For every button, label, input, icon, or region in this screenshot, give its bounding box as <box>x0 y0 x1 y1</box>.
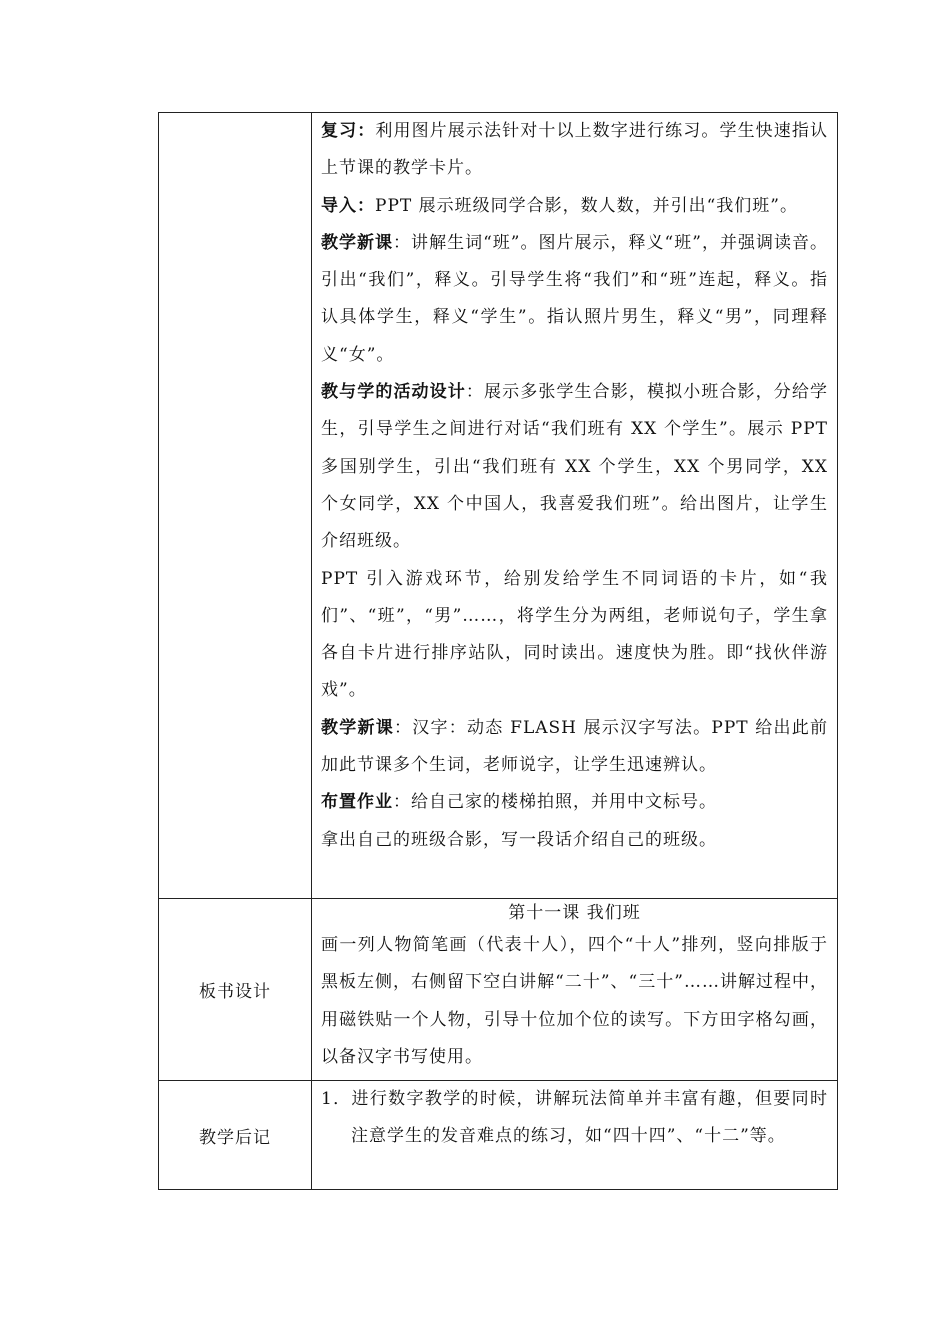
teaching-process-row <box>159 113 838 899</box>
activity-design-paragraph <box>321 374 828 560</box>
blackboard-design-text: 画一列人物简笔画（代表十人），四个“十人”排列，竖向排版于黑板左侧，右侧留下空白讲解“二十”、“三十”……讲解过程中，用磁铁贴一个人物，引导十位加个位的读写。下方田字格勾画，以备汉字书写使用。 <box>321 935 828 1067</box>
homework-paragraph <box>321 784 828 821</box>
intro-paragraph <box>321 188 828 225</box>
characters-text: ：汉字：动态 FLASH 展示汉字写法。PPT 给出此前加此节课多个生词，老师说字，让学生迅速辨认。 <box>321 717 828 776</box>
game-text: PPT 引入游戏环节，给别发给学生不同词语的卡片，如“我们”、“班”，“男”……，将学生分为两组，老师说句子，学生拿各自卡片进行排序站队，同时读出。速度快为胜。即“找伙伴游戏”。 <box>321 568 828 701</box>
teaching-notes-row <box>159 1081 838 1190</box>
teaching-notes-content <box>312 1081 838 1190</box>
homework-text: ：给自己家的楼梯拍照，并用中文标号。 <box>393 792 717 813</box>
characters-paragraph <box>321 710 828 785</box>
activity-design-heading: 教与学的活动设计 <box>321 382 466 403</box>
lesson-title: 第十一课 我们班 <box>508 903 641 923</box>
teaching-process-content <box>312 113 838 899</box>
lesson-plan-table <box>158 112 838 1190</box>
teaching-notes-label: 教学后记 <box>159 1081 312 1190</box>
homework-extra-paragraph <box>321 822 828 859</box>
review-text: 利用图片展示法针对十以上数字进行练习。学生快速指认上节课的教学卡片。 <box>321 121 829 179</box>
intro-heading: 导入： <box>321 195 375 216</box>
activity-design-text: ：展示多张学生合影，模拟小班合影，分给学生，引导学生之间进行对话“我们班有 XX 个学生”。展示 PPT 多国别学生，引出“我们班有 XX 个学生，XX 个男同学，XX 个女同学，XX 个中国人，我喜爱我们班”。给出图片，让学生介绍班级。 <box>321 382 829 552</box>
row-label-empty <box>159 113 312 899</box>
characters-heading: 教学新课 <box>321 717 394 738</box>
review-heading: 复习： <box>321 121 376 141</box>
intro-text: PPT 展示班级同学合影，数人数，并引出“我们班”。 <box>375 195 799 216</box>
blackboard-design-row <box>159 899 838 1081</box>
new-lesson-text: ：讲解生词“班”。图片展示，释义“班”，并强调读音。引出“我们”，释义。引导学生将“我们”和“班”连起，释义。指认具体学生，释义“学生”。指认照片男生，释义“男”，同理释义“女”。 <box>321 232 829 365</box>
homework-heading: 布置作业 <box>321 792 393 813</box>
teaching-note-item: 1．进行数字教学的时候，讲解玩法简单并丰富有趣，但要同时注意学生的发音难点的练习，如“四十四”、“十二”等。 <box>321 1089 828 1147</box>
homework-extra-text: 拿出自己的班级合影，写一段话介绍自己的班级。 <box>321 829 717 850</box>
review-paragraph <box>321 113 828 188</box>
new-lesson-heading: 教学新课 <box>321 232 394 253</box>
new-lesson-paragraph <box>321 225 828 374</box>
game-paragraph <box>321 561 828 710</box>
blackboard-design-label: 板书设计 <box>159 899 312 1081</box>
blackboard-design-content <box>312 899 838 1081</box>
